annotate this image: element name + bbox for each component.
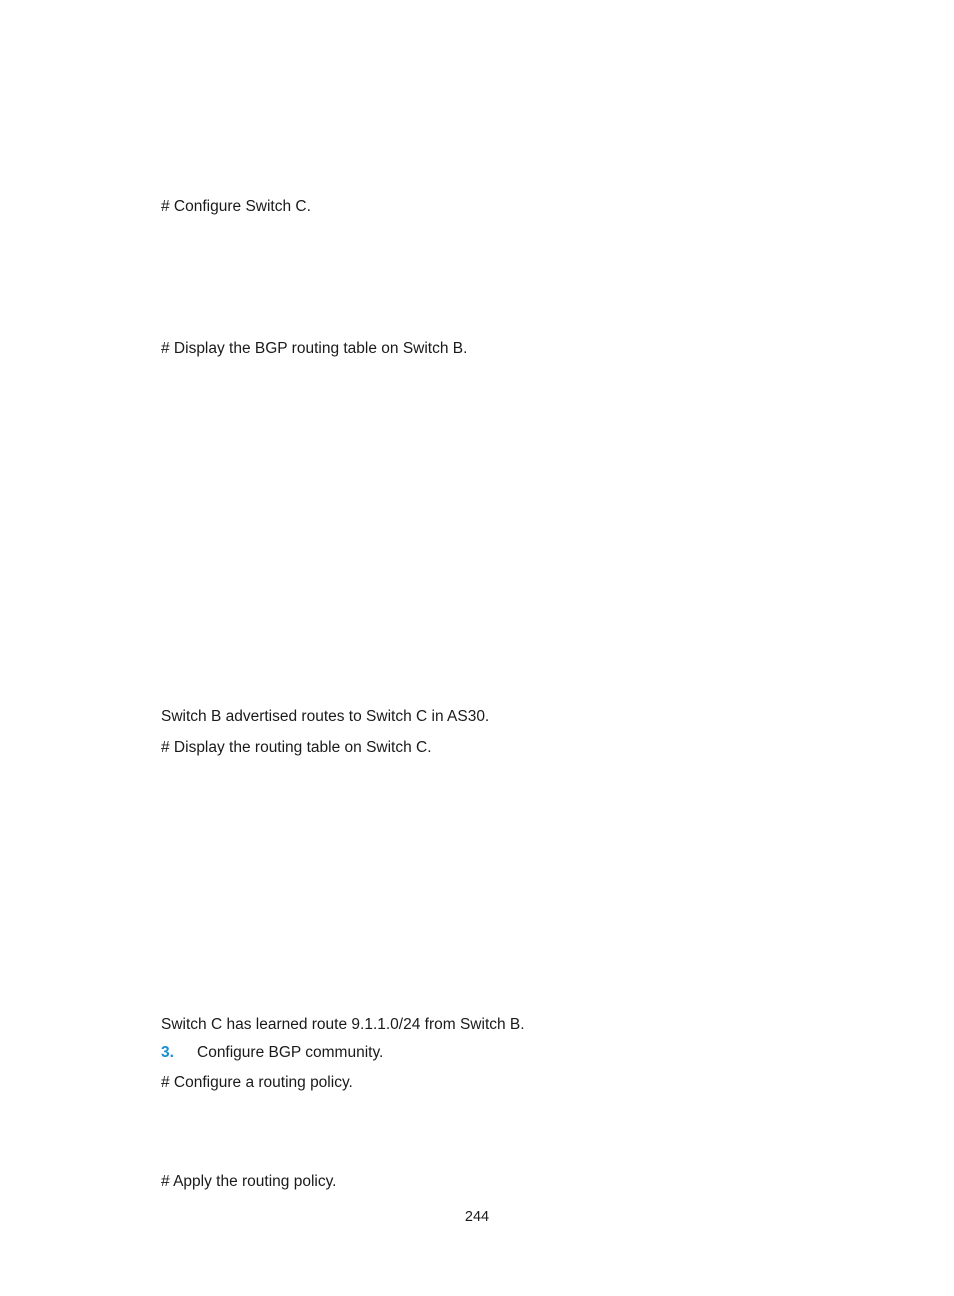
apply-routing-policy-text: # Apply the routing policy. bbox=[161, 1173, 337, 1190]
step-label: Configure BGP community. bbox=[197, 1044, 384, 1061]
display-bgp-table-switch-b-text: # Display the BGP routing table on Switch B. bbox=[161, 340, 468, 357]
display-routing-table-switch-c-text: # Display the routing table on Switch C. bbox=[161, 739, 432, 756]
switch-c-learned-route-text: Switch C has learned route 9.1.1.0/24 from Switch B. bbox=[161, 1016, 525, 1033]
configure-switch-c-text: # Configure Switch C. bbox=[161, 198, 311, 215]
step-number: 3. bbox=[161, 1044, 174, 1061]
switch-b-advertised-text: Switch B advertised routes to Switch C in AS30. bbox=[161, 708, 490, 725]
step-configure-bgp-community bbox=[161, 1043, 383, 1063]
page-number: 244 bbox=[464, 1209, 490, 1225]
configure-routing-policy-text: # Configure a routing policy. bbox=[161, 1074, 353, 1091]
